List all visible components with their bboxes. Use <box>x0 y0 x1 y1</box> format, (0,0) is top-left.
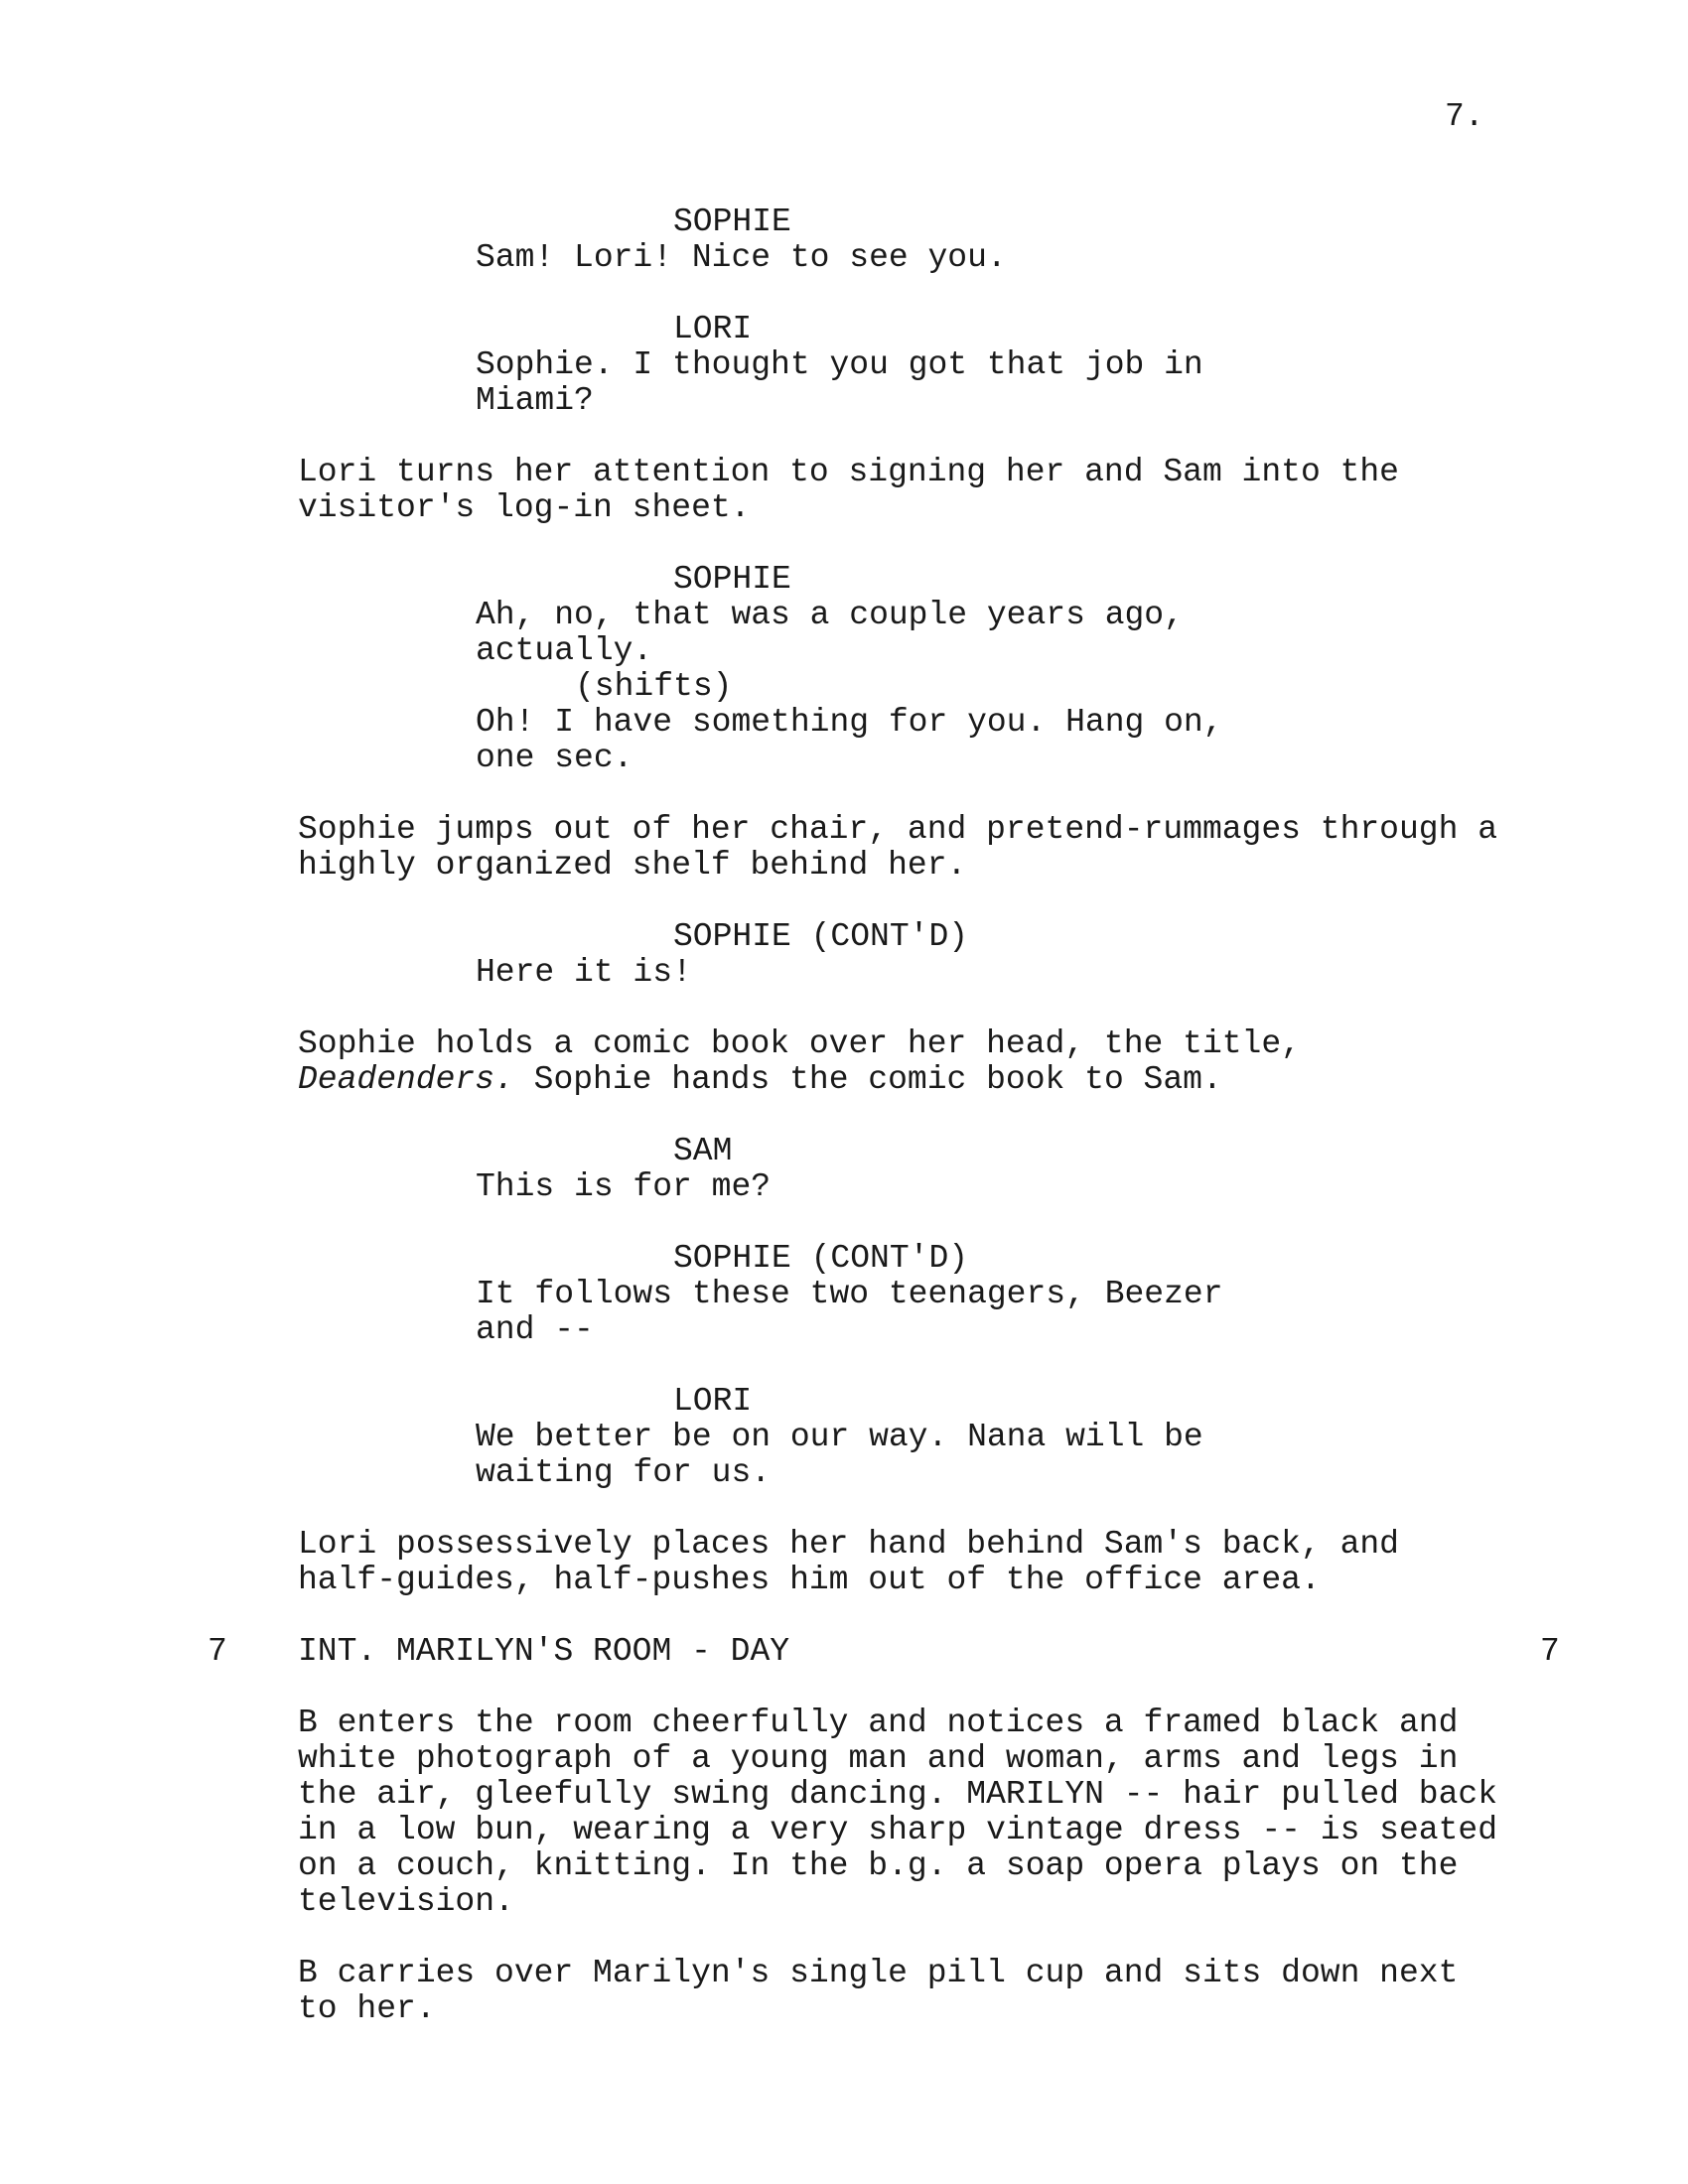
dialogue-line: We better be on our way. Nana will be <box>476 1419 1203 1455</box>
action-line: to her. <box>298 1990 436 2027</box>
action-line: Sophie holds a comic book over her head, the title, <box>298 1025 1301 1062</box>
action-line <box>298 1062 1222 1098</box>
dialogue-line: Ah, no, that was a couple years ago, <box>476 597 1184 633</box>
action-line: B carries over Marilyn's single pill cup and sits down next <box>298 1955 1459 1991</box>
dialogue-line: Sam! Lori! Nice to see you. <box>476 239 1007 276</box>
dialogue-line: and -- <box>476 1311 594 1348</box>
action-text: Sophie hands the comic book to Sam. <box>513 1061 1222 1098</box>
action-line: Lori turns her attention to signing her and Sam into the <box>298 454 1399 490</box>
dialogue-line: one sec. <box>476 740 633 776</box>
comic-title: Deadenders. <box>298 1061 514 1098</box>
dialogue-line: Oh! I have something for you. Hang on, <box>476 704 1223 741</box>
dialogue-line: This is for me? <box>476 1168 772 1205</box>
scene-number-right: 7 <box>1540 1633 1560 1670</box>
scene-heading: INT. MARILYN'S ROOM - DAY <box>298 1633 790 1670</box>
character-name: SOPHIE <box>673 204 791 240</box>
dialogue-line: actually. <box>476 632 653 669</box>
dialogue-line: Miami? <box>476 382 594 419</box>
character-name: SOPHIE (CONT'D) <box>673 918 969 955</box>
dialogue-line: waiting for us. <box>476 1454 772 1491</box>
character-name: LORI <box>673 1383 753 1420</box>
character-name: LORI <box>673 311 753 347</box>
dialogue-line: It follows these two teenagers, Beezer <box>476 1276 1223 1312</box>
action-line: half-guides, half-pushes him out of the office area. <box>298 1562 1321 1598</box>
action-line: in a low bun, wearing a very sharp vintage dress -- is seated <box>298 1812 1497 1848</box>
character-name: SOPHIE <box>673 561 791 598</box>
character-name: SOPHIE (CONT'D) <box>673 1240 969 1277</box>
action-line: on a couch, knitting. In the b.g. a soap opera plays on the <box>298 1847 1459 1884</box>
action-line: B enters the room cheerfully and notices a framed black and <box>298 1705 1459 1741</box>
action-line: visitor's log-in sheet. <box>298 489 751 526</box>
action-line: the air, gleefully swing dancing. MARILYN -- hair pulled back <box>298 1776 1497 1813</box>
page-number: 7. <box>1445 98 1484 135</box>
scene-number-left: 7 <box>208 1633 227 1670</box>
character-name: SAM <box>673 1133 733 1169</box>
action-line: Sophie jumps out of her chair, and pretend-rummages through a <box>298 811 1497 848</box>
action-line: television. <box>298 1883 514 1920</box>
dialogue-line: Here it is! <box>476 954 692 991</box>
parenthetical: (shifts) <box>575 668 733 705</box>
action-line: Lori possessively places her hand behind Sam's back, and <box>298 1526 1399 1563</box>
dialogue-line: Sophie. I thought you got that job in <box>476 346 1203 383</box>
action-line: white photograph of a young man and woman, arms and legs in <box>298 1740 1459 1777</box>
action-line: highly organized shelf behind her. <box>298 847 967 884</box>
